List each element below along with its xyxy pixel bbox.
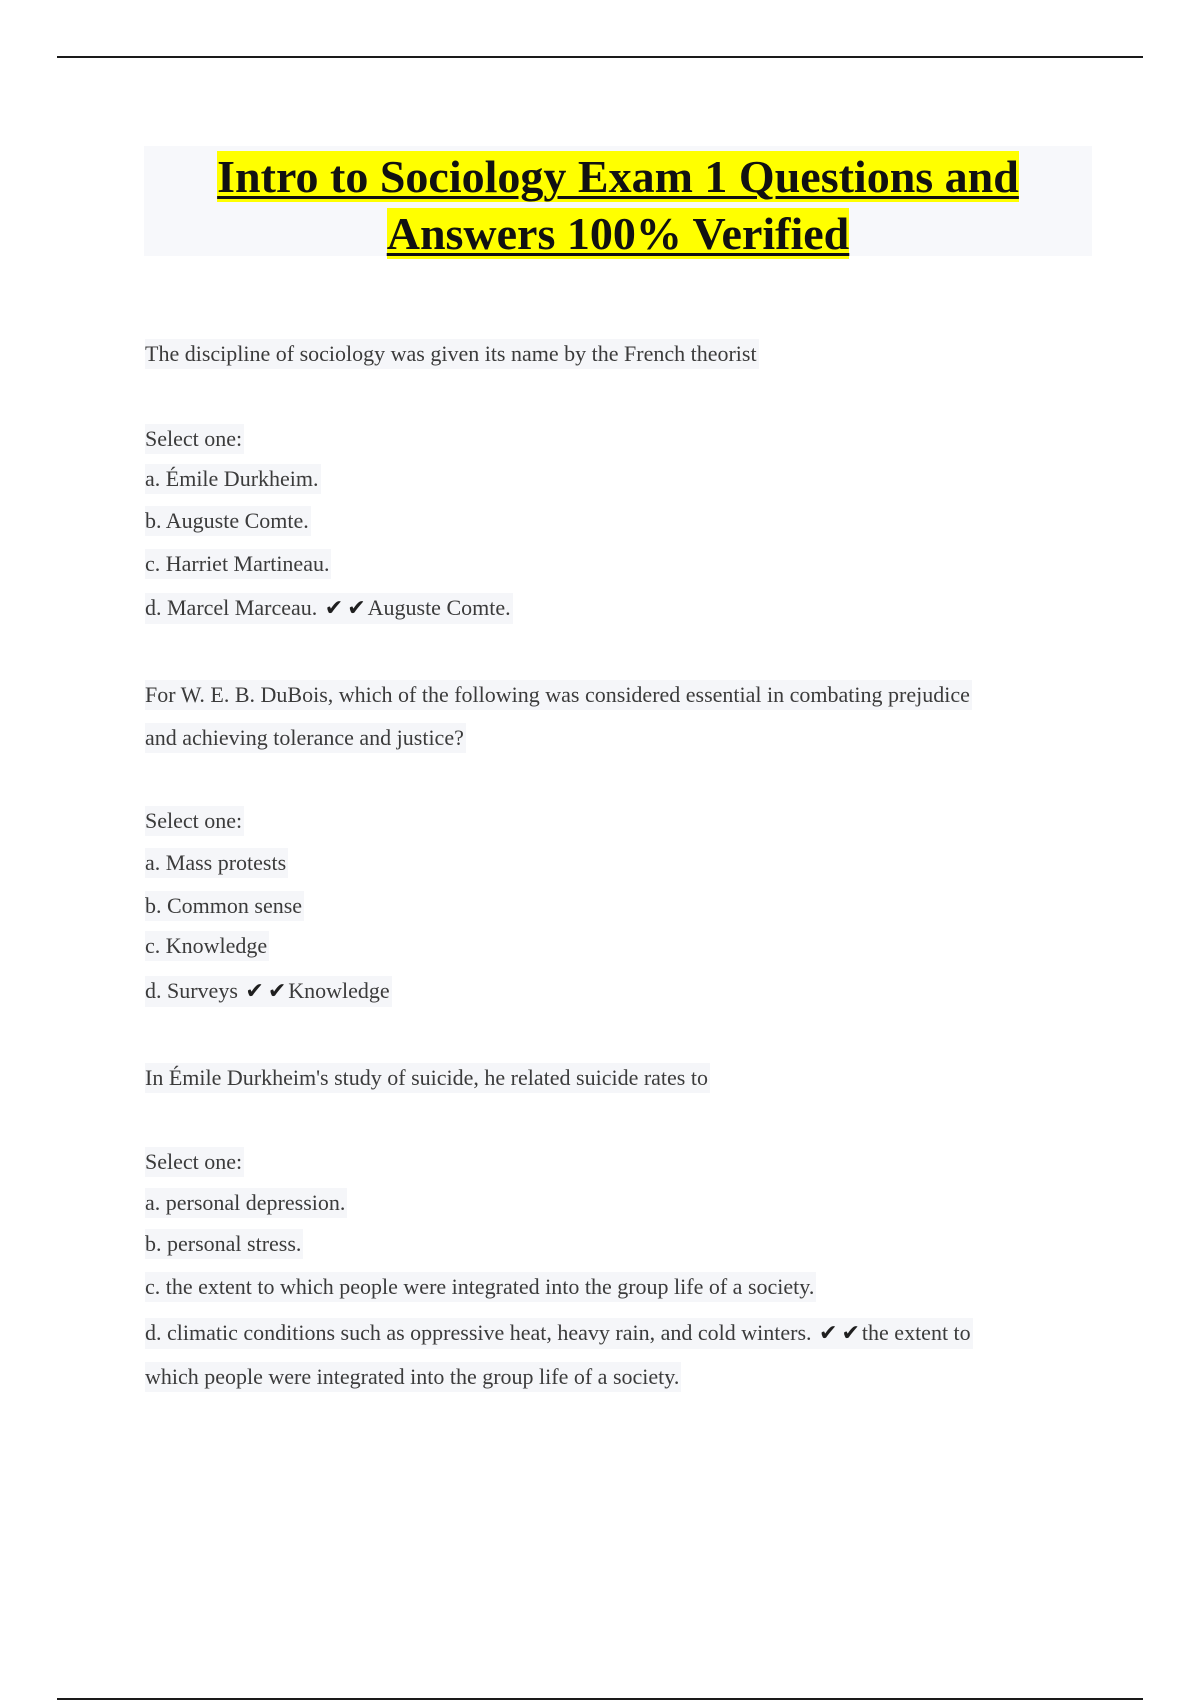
question-1-answer: Auguste Comte. bbox=[367, 595, 511, 620]
question-2-select-label: Select one: bbox=[145, 806, 244, 836]
question-3-option-d-line bbox=[145, 1318, 973, 1349]
question-2-prompt-line-1: For W. E. B. DuBois, which of the following was considered essential in combating prejudice bbox=[145, 680, 972, 710]
question-1-select-label: Select one: bbox=[145, 424, 244, 454]
question-3-answer-line-1: the extent to bbox=[861, 1320, 971, 1345]
question-1-option-d: d. Marcel Marceau. bbox=[145, 595, 318, 620]
question-3-answer-line-2: which people were integrated into the group life of a society. bbox=[145, 1362, 681, 1392]
question-3-option-c: c. the extent to which people were integrated into the group life of a society. bbox=[145, 1272, 816, 1302]
question-1-prompt: The discipline of sociology was given its name by the French theorist bbox=[145, 339, 759, 369]
header-rule bbox=[57, 56, 1143, 58]
question-3-select-label: Select one: bbox=[145, 1147, 244, 1177]
question-1-option-a: a. Émile Durkheim. bbox=[145, 464, 321, 494]
question-2-option-c: c. Knowledge bbox=[145, 931, 269, 961]
title-block bbox=[144, 146, 1092, 259]
question-1-option-c: c. Harriet Martineau. bbox=[145, 549, 331, 579]
check-icon: ✔ bbox=[347, 596, 366, 621]
document-title bbox=[144, 146, 1092, 262]
question-1-option-b: b. Auguste Comte. bbox=[145, 506, 311, 536]
check-icon: ✔ bbox=[819, 1321, 838, 1346]
title-line-1: Intro to Sociology Exam 1 Questions and bbox=[217, 151, 1019, 202]
question-2-option-d: d. Surveys bbox=[145, 978, 238, 1003]
question-3-prompt: In Émile Durkheim's study of suicide, he related suicide rates to bbox=[145, 1063, 710, 1093]
question-2-option-b: b. Common sense bbox=[145, 891, 304, 921]
check-icon: ✔ bbox=[245, 979, 264, 1004]
question-2-option-d-line bbox=[145, 976, 392, 1007]
check-icon: ✔ bbox=[267, 979, 287, 1004]
check-icon: ✔ bbox=[841, 1321, 860, 1346]
check-icon: ✔ bbox=[324, 596, 344, 621]
question-2-prompt-line-2: and achieving tolerance and justice? bbox=[145, 723, 466, 753]
question-3-option-d: d. climatic conditions such as oppressive heat, heavy rain, and cold winters. bbox=[145, 1320, 812, 1345]
question-1-option-d-line bbox=[145, 593, 513, 624]
title-line-2: Answers 100% Verified bbox=[386, 208, 850, 259]
question-2-answer: Knowledge bbox=[288, 978, 390, 1003]
question-2-option-a: a. Mass protests bbox=[145, 848, 288, 878]
question-3-option-a: a. personal depression. bbox=[145, 1188, 347, 1218]
question-3-option-b: b. personal stress. bbox=[145, 1229, 303, 1259]
